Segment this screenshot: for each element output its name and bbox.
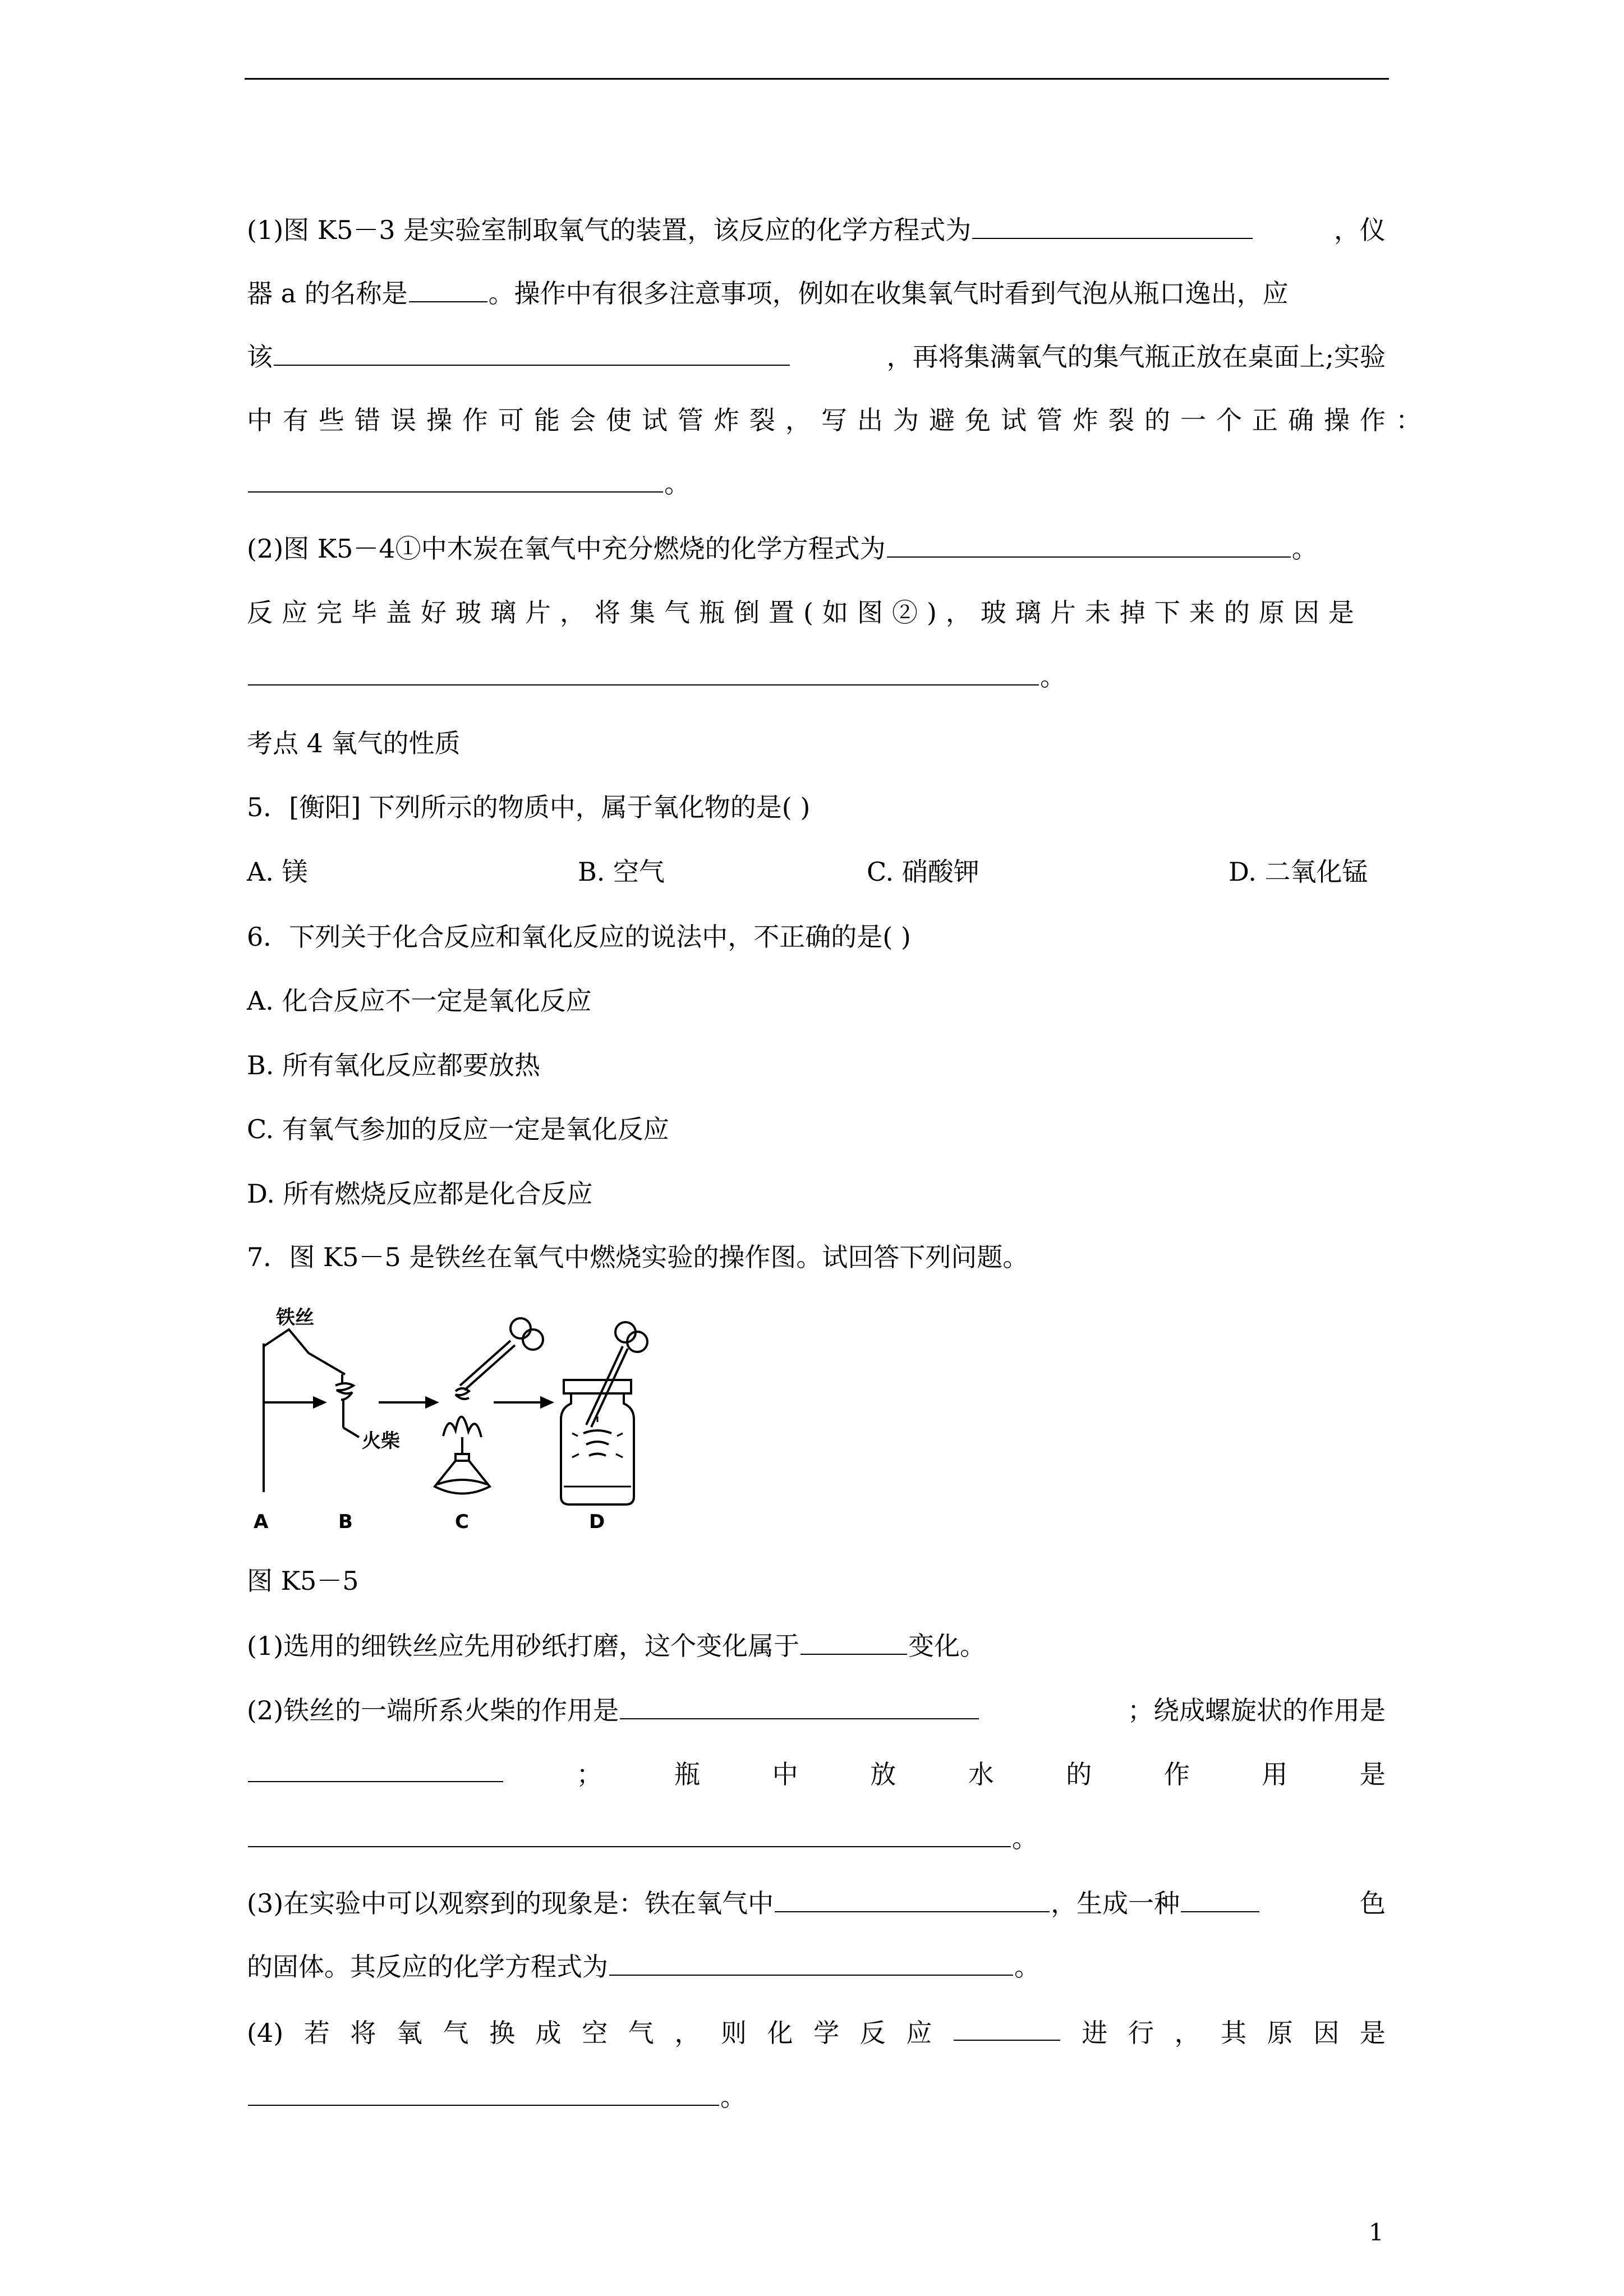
q7-sub4-char: 因	[1313, 2018, 1340, 2048]
answer-blank[interactable]	[609, 1951, 1013, 1976]
answer-blank[interactable]	[620, 1695, 979, 1719]
glass-plate	[564, 1380, 631, 1393]
q7-sub2-char: 水	[968, 1759, 994, 1789]
iron-wire-combustion-figure	[247, 1307, 662, 1533]
q5-option-a[interactable]: A. 镁	[247, 857, 308, 887]
q7-sub4-char: ，	[1174, 2018, 1200, 2048]
q4-part1-line5	[247, 467, 1386, 500]
gas-jar	[561, 1393, 634, 1504]
q4-part2-text: 。	[1040, 661, 1066, 692]
answer-blank[interactable]	[248, 661, 1039, 685]
header-rule	[245, 78, 1389, 80]
figure-panel-a-label: A	[254, 1511, 269, 1533]
q7-sub1	[247, 1629, 1386, 1663]
q7-sub2-text: ；绕成螺旋状的作用是	[1128, 1695, 1386, 1726]
q4-part2-text: (2)图 K5－4①中木炭在氧气中充分燃烧的化学方程式为	[247, 533, 886, 564]
section-title: 考点 4 氧气的性质	[247, 728, 461, 758]
q7-sub4-char: 气	[628, 2018, 654, 2048]
q4-part1-line4: 中有些错误操作可能会使试管炸裂，写出为避免试管炸裂的一个正确操作：	[247, 405, 1432, 435]
answer-blank[interactable]	[274, 341, 790, 366]
q4-part1-line2	[247, 277, 1386, 310]
answer-blank[interactable]	[248, 1823, 1011, 1847]
q6-option-d[interactable]: D. 所有燃烧反应都是化合反应	[247, 1179, 593, 1209]
burning-wire	[583, 1430, 611, 1456]
q7-sub3-line1	[247, 1887, 1386, 1920]
q7-sub4-char: ，	[674, 2018, 701, 2048]
q7-sub2-char: 作	[1163, 1759, 1190, 1789]
figure-panel-b-label: B	[338, 1511, 353, 1533]
q7-sub4-char: 是	[1359, 2018, 1386, 2048]
arrow-head	[426, 1398, 436, 1407]
q7-sub4-char: 进	[1082, 2018, 1108, 2048]
q7-sub4-char: 空	[582, 2018, 608, 2048]
q7-sub3-text: (3)在实验中可以观察到的现象是：铁在氧气中	[247, 1888, 774, 1918]
q4-part1-text: 器 a 的名称是	[247, 278, 408, 309]
q5-option-d[interactable]: D. 二氧化锰	[1229, 857, 1368, 887]
answer-blank[interactable]	[801, 1630, 907, 1655]
answer-blank[interactable]	[954, 2016, 1060, 2041]
alcohol-lamp	[435, 1461, 490, 1494]
tongs-ring	[510, 1318, 531, 1338]
q7-sub3-text: 色	[1360, 1888, 1386, 1918]
page-number: 1	[1369, 2219, 1384, 2246]
q4-part1-text: 。操作中有很多注意事项，例如在收集氧气时看到气泡从瓶口逸出，应	[488, 278, 1289, 309]
answer-blank[interactable]	[248, 1757, 503, 1782]
q5-option-c[interactable]: C. 硝酸钾	[867, 857, 979, 887]
figure-caption: 图 K5－5	[247, 1566, 359, 1596]
q7-sub2-line2	[247, 1757, 1386, 1791]
q7-sub2-char: 放	[870, 1759, 896, 1789]
q4-part1-line3	[247, 340, 1386, 374]
arrow-head	[314, 1398, 324, 1407]
answer-blank[interactable]	[887, 533, 1291, 558]
q7-sub4-char: 反	[859, 2018, 886, 2048]
q7-sub4-char: 若	[303, 2018, 330, 2048]
q7-sub4-char: 化	[767, 2018, 793, 2048]
answer-blank[interactable]	[248, 468, 663, 493]
q7-stem: 7．图 K5－5 是铁丝在氧气中燃烧实验的操作图。试回答下列问题。	[247, 1242, 1029, 1272]
q4-part2-text: 。	[1291, 533, 1318, 564]
answer-blank[interactable]	[972, 214, 1253, 239]
q7-sub4-char: 换	[489, 2018, 516, 2048]
answer-blank[interactable]	[409, 278, 487, 302]
q7-sub4-char: 氧	[396, 2018, 422, 2048]
q7-sub2-char: ；	[576, 1759, 602, 1789]
q7-sub2-char: 的	[1066, 1759, 1092, 1789]
q7-sub4-line2	[247, 2080, 1386, 2114]
figure-panel-d-label: D	[589, 1511, 605, 1533]
tongs-arm	[586, 1346, 623, 1425]
q4-part1-text: (1)图 K5－3 是实验室制取氧气的装置，该反应的化学方程式为	[247, 215, 972, 245]
q7-sub3-text: 。	[1014, 1952, 1040, 1982]
q7-sub3-line2	[247, 1950, 1386, 1984]
q7-sub3-text: ，生成一种	[1051, 1888, 1180, 1918]
arrow-head	[541, 1398, 551, 1407]
q7-sub4-char: 则	[720, 2018, 747, 2048]
q7-sub1-text: (1)选用的细铁丝应先用砂纸打磨，这个变化属于	[247, 1631, 800, 1661]
iron-wire-line	[264, 1329, 345, 1374]
q7-sub2-text: (2)铁丝的一端所系火柴的作用是	[247, 1695, 619, 1726]
q7-sub2-line1	[247, 1694, 1386, 1727]
q7-sub4-char: 气	[443, 2018, 469, 2048]
q4-part1-text: 该	[247, 342, 273, 372]
q6-stem: 6．下列关于化合反应和氧化反应的说法中，不正确的是( )	[247, 922, 911, 952]
q6-option-b[interactable]: B. 所有氧化反应都要放热	[247, 1050, 541, 1080]
q7-sub2-char: 中	[772, 1759, 798, 1789]
q7-sub2-line3	[247, 1821, 1386, 1855]
q4-part1-text: ，仪	[1334, 215, 1386, 245]
q5-option-b[interactable]: B. 空气	[578, 857, 665, 887]
q7-sub4-char: 将	[350, 2018, 376, 2048]
q7-sub4-char: (4)	[247, 2018, 284, 2048]
q4-part2-line1	[247, 532, 1386, 565]
figure-panel-c-label: C	[455, 1511, 469, 1533]
q7-sub4-char: 成	[535, 2018, 562, 2048]
q7-sub3-text: 的固体。其反应的化学方程式为	[247, 1952, 608, 1982]
q6-option-a[interactable]: A. 化合反应不一定是氧化反应	[247, 986, 592, 1016]
q7-sub4-char: 其	[1221, 2018, 1247, 2048]
q4-part1-text: ，再将集满氧气的集气瓶正放在桌面上;实验	[886, 342, 1386, 372]
q5-stem: 5．[衡阳] 下列所示的物质中，属于氧化物的是( )	[247, 792, 811, 822]
q7-sub4-line1	[247, 2016, 1386, 2050]
q7-sub1-text: 变化。	[908, 1631, 986, 1661]
q7-sub2-char: 是	[1359, 1759, 1386, 1789]
tongs-arm	[460, 1341, 510, 1386]
q4-part2-line2: 反应完毕盖好玻璃片，将集气瓶倒置(如图②)，玻璃片未掉下来的原因是	[247, 597, 1363, 628]
answer-blank[interactable]	[1181, 1888, 1259, 1912]
q7-sub2-char: 瓶	[674, 1759, 701, 1789]
answer-blank[interactable]	[775, 1888, 1050, 1912]
q4-part1-line1	[247, 213, 1386, 247]
flame-icon	[443, 1416, 481, 1437]
q4-part2-line3	[247, 660, 1386, 693]
answer-blank[interactable]	[248, 2081, 719, 2106]
q7-sub4-char: 应	[906, 2018, 932, 2048]
q7-sub2-text: 。	[1012, 1823, 1038, 1853]
q7-sub2-char: 用	[1262, 1759, 1288, 1789]
q4-part1-text: 。	[664, 468, 690, 499]
q7-sub4-char: 学	[813, 2018, 840, 2048]
coiled-wire	[335, 1383, 353, 1400]
q7-sub4-char: 原	[1267, 2018, 1293, 2048]
coiled-wire	[456, 1388, 469, 1399]
figure-label-wire: 铁丝	[276, 1307, 314, 1329]
q6-option-c[interactable]: C. 有氧气参加的反应一定是氧化反应	[247, 1114, 669, 1144]
q7-sub4-text: 。	[720, 2082, 746, 2112]
figure-label-match: 火柴	[362, 1430, 400, 1452]
q7-sub4-char: 行	[1128, 2018, 1154, 2048]
